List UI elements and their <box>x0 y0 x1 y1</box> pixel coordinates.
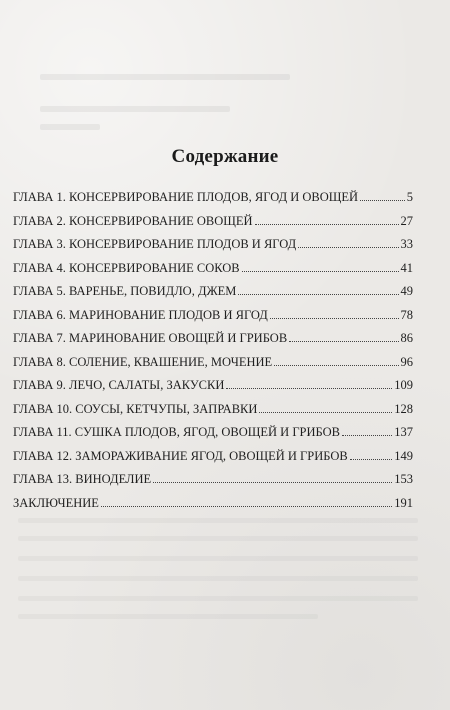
toc-entry-page-number: 78 <box>400 307 413 322</box>
toc-entry <box>13 284 413 308</box>
toc-entry <box>13 331 413 355</box>
toc-entry-page-number: 149 <box>394 448 413 463</box>
toc-entry <box>13 237 413 261</box>
table-of-contents <box>13 190 413 519</box>
toc-entry <box>13 425 413 449</box>
toc-entry <box>13 402 413 426</box>
toc-entry-page-number: 49 <box>400 284 413 298</box>
toc-entry-page-number: 27 <box>400 213 413 228</box>
dot-leader <box>274 365 398 366</box>
toc-entry-label: ГЛАВА 3. КОНСЕРВИРОВАНИЕ ПЛОДОВ И ЯГОД <box>13 237 297 251</box>
toc-entry <box>13 449 413 473</box>
toc-entry-label: ЗАКЛЮЧЕНИЕ <box>13 495 99 510</box>
show-through-mark <box>18 596 418 601</box>
dot-leader <box>342 435 392 436</box>
toc-entry <box>13 378 413 402</box>
dot-leader <box>255 224 399 225</box>
dot-leader <box>289 341 398 342</box>
dot-leader <box>153 482 392 483</box>
toc-entry-page-number: 137 <box>394 425 413 439</box>
toc-entry <box>13 472 413 496</box>
toc-entry-label: ГЛАВА 11. СУШКА ПЛОДОВ, ЯГОД, ОВОЩЕЙ И ГРИБОВ <box>13 425 340 439</box>
dot-leader <box>360 200 405 201</box>
toc-entry-label: ГЛАВА 1. КОНСЕРВИРОВАНИЕ ПЛОДОВ, ЯГОД И ОВОЩЕЙ <box>13 190 359 204</box>
toc-entry-label: ГЛАВА 7. МАРИНОВАНИЕ ОВОЩЕЙ И ГРИБОВ <box>13 331 288 345</box>
dot-leader <box>270 318 399 319</box>
page-title: Содержание <box>171 146 279 167</box>
show-through-mark <box>18 576 418 581</box>
dot-leader <box>238 294 398 295</box>
toc-entry-label: ГЛАВА 4. КОНСЕРВИРОВАНИЕ СОКОВ <box>13 260 240 275</box>
show-through-mark <box>18 536 418 541</box>
toc-entry-page-number: 96 <box>400 354 413 369</box>
toc-entry <box>13 496 413 520</box>
toc-entry-label: ГЛАВА 10. СОУСЫ, КЕТЧУПЫ, ЗАПРАВКИ <box>13 401 258 416</box>
toc-entry-page-number: 41 <box>400 260 413 275</box>
toc-entry <box>13 261 413 285</box>
dot-leader <box>298 247 398 248</box>
toc-entry <box>13 190 413 214</box>
toc-entry-label: ГЛАВА 8. СОЛЕНИЕ, КВАШЕНИЕ, МОЧЕНИЕ <box>13 354 273 369</box>
toc-entry <box>13 214 413 238</box>
toc-entry-label: ГЛАВА 2. КОНСЕРВИРОВАНИЕ ОВОЩЕЙ <box>13 213 253 228</box>
toc-entry-label: ГЛАВА 5. ВАРЕНЬЕ, ПОВИДЛО, ДЖЕМ <box>13 284 237 298</box>
dot-leader <box>226 388 392 389</box>
toc-entry-page-number: 109 <box>394 378 413 392</box>
show-through-mark <box>40 74 290 80</box>
toc-entry-label: ГЛАВА 13. ВИНОДЕЛИЕ <box>13 472 152 486</box>
toc-entry-page-number: 128 <box>394 401 413 416</box>
dot-leader <box>259 412 392 413</box>
toc-entry <box>13 355 413 379</box>
show-through-mark <box>18 518 418 523</box>
show-through-mark <box>18 614 318 619</box>
dot-leader <box>350 459 393 460</box>
toc-entry-label: ГЛАВА 6. МАРИНОВАНИЕ ПЛОДОВ И ЯГОД <box>13 307 268 322</box>
toc-entry-label: ГЛАВА 9. ЛЕЧО, САЛАТЫ, ЗАКУСКИ <box>13 378 225 392</box>
show-through-mark <box>40 106 230 112</box>
toc-entry <box>13 308 413 332</box>
toc-entry-page-number: 86 <box>400 331 413 345</box>
toc-entry-label: ГЛАВА 12. ЗАМОРАЖИВАНИЕ ЯГОД, ОВОЩЕЙ И ГРИБОВ <box>13 448 348 463</box>
toc-entry-page-number: 191 <box>394 495 413 510</box>
dot-leader <box>101 506 392 507</box>
dot-leader <box>242 271 399 272</box>
toc-entry-page-number: 5 <box>406 190 413 204</box>
toc-entry-page-number: 33 <box>400 237 413 251</box>
show-through-mark <box>18 556 418 561</box>
show-through-mark <box>40 124 100 130</box>
toc-entry-page-number: 153 <box>394 472 413 486</box>
